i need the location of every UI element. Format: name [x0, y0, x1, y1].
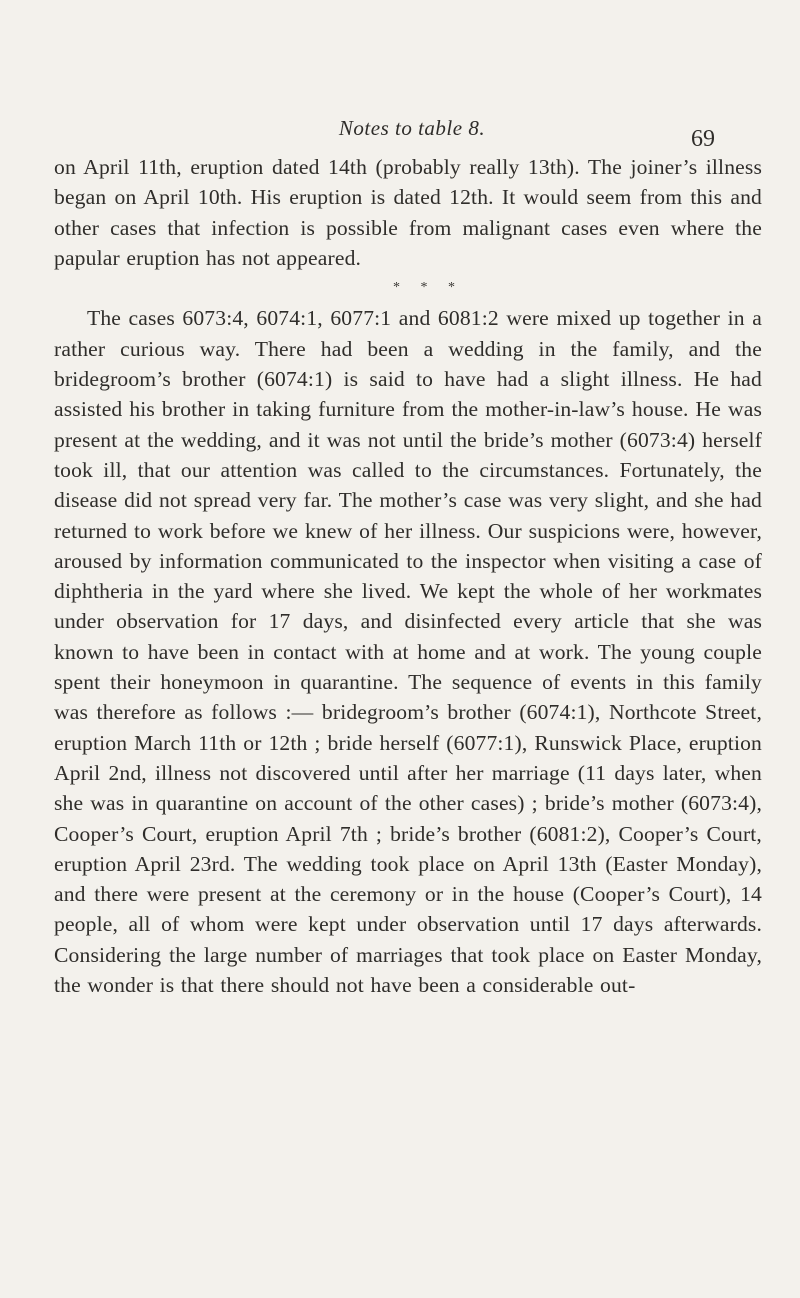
running-head [0, 116, 800, 152]
running-title: Notes to table 8. [338, 116, 486, 140]
body-text [54, 152, 762, 1000]
page-number: 69 [691, 126, 715, 152]
section-separator: * * * [393, 280, 463, 296]
paragraph-mixed-cases: The cases 6073:4, 6074:1, 6077:1 and 6081:2 were mixed up together in a rather curious way. There had been a wedding in the family, and the bridegroom’s brother (6074:1) is said to have had a slight illness. He had assisted his brother in taking furniture from the mother-in-law’s house. He was present at the wedding, and it was not until the bride’s mother (6073:4) herself took ill, that our attention was called to the circumstances. Fortunately, the disease did not spread very far. The mother’s case was very slight, and she had returned to work before we knew of her illness. Our suspicions were, however, aroused by information communicated to the inspector when visiting a case of diphtheria in the yard where she lived. We kept the whole of her workmates under observation for 17 days, and disinfected every article that she was known to have been in contact with at home and at work. The young couple spent their honeymoon in quarantine. The sequence of events in this family was therefore as follows :— bridegroom’s brother (6074:1), Northcote Street, eruption March 11th or 12th ; bride herself (6077:1), Runswick Place, eruption April 2nd, illness not discovered until after her marriage (11 days later, when she was in quarantine on account of the other cases) ; bride’s mother (6073:4), Cooper’s Court, eruption April 7th ; bride’s brother (6081:2), Cooper’s Court, eruption April 23rd. The wedding took place on April 13th (Easter Monday), and there were present at the ceremony or in the house (Cooper’s Court), 14 people, all of whom were kept under observation until 17 days afterwards. Considering the large number of marriages that took place on Easter Monday, the wonder is that there should not have been a considerable out- [54, 306, 762, 998]
paragraph-continued: on April 11th, eruption dated 14th (probably really 13th). The joiner’s illness began on April 10th. His eruption is dated 12th. It would seem from this and other cases that infection is possible from malignant cases even where the papular eruption has not appeared. [54, 155, 762, 270]
